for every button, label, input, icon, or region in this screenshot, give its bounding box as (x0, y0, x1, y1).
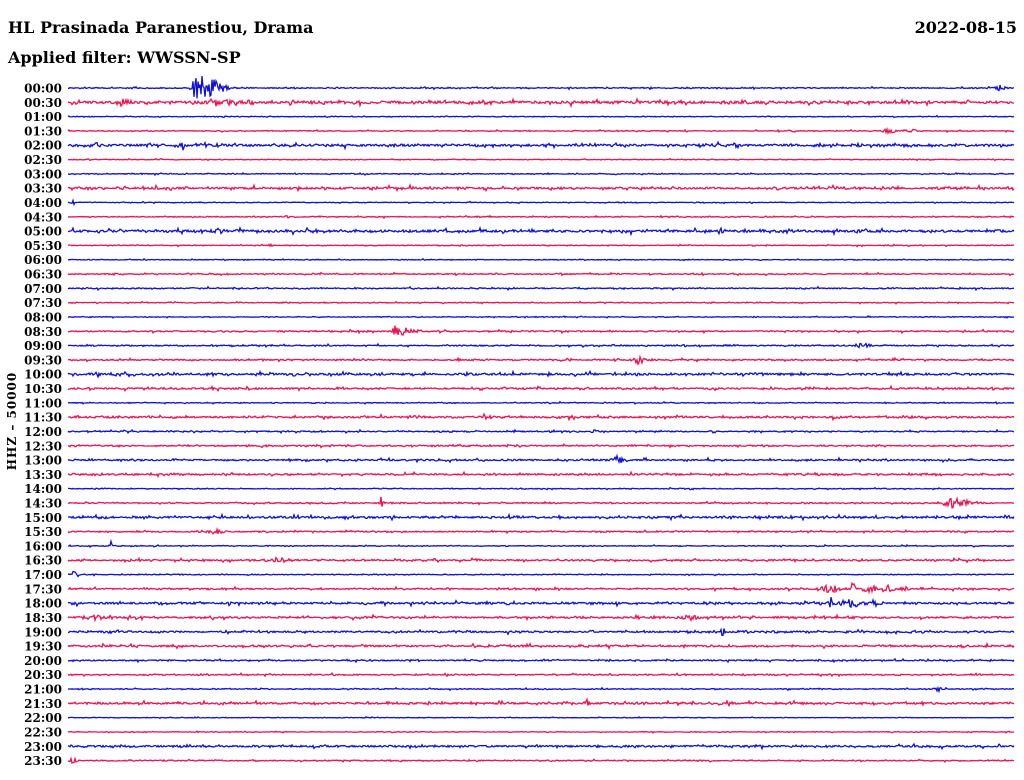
seismic-trace (68, 597, 1014, 607)
seismic-trace (68, 201, 1014, 205)
row-time-label: 00:30 (24, 95, 62, 110)
filter-label: Applied filter: WWSSN-SP (8, 48, 241, 67)
seismic-trace (68, 99, 1014, 106)
seismic-trace (68, 386, 1014, 391)
trace-row (24, 611, 1014, 625)
seismic-trace (68, 558, 1014, 563)
row-time-label: 12:30 (24, 439, 62, 454)
trace-row (24, 382, 1014, 396)
row-time-label: 20:00 (24, 653, 62, 668)
row-time-label: 01:00 (24, 110, 62, 125)
seismic-trace (68, 644, 1014, 649)
station-title: HL Prasinada Paranestiou, Drama (8, 18, 314, 37)
seismic-trace (68, 731, 1014, 733)
row-time-label: 12:00 (24, 424, 62, 439)
trace-row (24, 368, 1014, 382)
row-time-label: 06:00 (24, 253, 62, 268)
seismic-trace (68, 759, 1014, 763)
trace-row (24, 468, 1014, 482)
trace-row (24, 325, 1014, 339)
row-time-label: 15:30 (24, 525, 62, 540)
trace-row (24, 511, 1014, 525)
row-time-label: 22:00 (24, 711, 62, 726)
seismic-trace (68, 344, 1014, 348)
trace-row (24, 482, 1014, 496)
seismic-trace (68, 673, 1014, 676)
seismic-trace (68, 515, 1014, 520)
trace-row (24, 726, 1014, 740)
trace-row (24, 311, 1014, 325)
row-time-label: 09:30 (24, 353, 62, 368)
trace-row (24, 339, 1014, 353)
trace-row (24, 225, 1014, 239)
trace-row (24, 124, 1014, 138)
trace-row (24, 539, 1014, 553)
trace-row (24, 597, 1014, 611)
row-time-label: 11:00 (24, 396, 62, 411)
row-time-label: 04:30 (24, 210, 62, 225)
row-time-label: 03:00 (24, 167, 62, 182)
seismic-trace (68, 159, 1014, 161)
trace-row (24, 210, 1014, 224)
row-time-label: 14:00 (24, 482, 62, 497)
seismic-trace (68, 583, 1014, 592)
row-time-label: 10:00 (24, 367, 62, 382)
row-time-label: 16:00 (24, 539, 62, 554)
row-time-label: 05:30 (24, 238, 62, 253)
seismic-trace (68, 76, 1014, 98)
trace-row (24, 740, 1014, 754)
seismic-trace (68, 173, 1014, 175)
seismic-trace (68, 357, 1014, 364)
trace-row (24, 497, 1014, 511)
trace-row (24, 425, 1014, 439)
row-time-label: 22:30 (24, 725, 62, 740)
row-time-label: 05:00 (24, 224, 62, 239)
trace-row (24, 683, 1014, 697)
seismic-trace (68, 659, 1014, 662)
seismic-trace (68, 402, 1014, 404)
row-time-label: 17:30 (24, 582, 62, 597)
seismic-trace (68, 529, 1014, 533)
row-time-label: 19:00 (24, 625, 62, 640)
seismic-trace (68, 129, 1014, 133)
seismic-trace (68, 488, 1014, 490)
row-time-label: 23:00 (24, 739, 62, 754)
row-time-label: 01:30 (24, 124, 62, 139)
seismic-trace (68, 287, 1014, 290)
row-time-label: 02:00 (24, 138, 62, 153)
seismic-trace (68, 414, 1014, 420)
row-time-label: 11:30 (24, 410, 62, 425)
row-time-label: 13:30 (24, 467, 62, 482)
seismic-trace (68, 497, 1014, 508)
row-time-label: 18:00 (24, 596, 62, 611)
row-time-label: 06:30 (24, 267, 62, 282)
seismic-trace (68, 541, 1014, 547)
seismic-trace (68, 326, 1014, 335)
row-time-label: 17:00 (24, 568, 62, 582)
row-time-label: 08:30 (24, 324, 62, 339)
row-time-label: 00:00 (24, 81, 62, 96)
trace-row (24, 654, 1014, 668)
trace-row (24, 353, 1014, 367)
row-time-label: 03:30 (24, 181, 62, 196)
trace-row (24, 253, 1014, 267)
trace-row (24, 76, 1014, 98)
trace-row (24, 196, 1014, 210)
seismic-trace (68, 273, 1014, 276)
row-time-label: 13:00 (24, 453, 62, 468)
row-time-label: 08:00 (24, 310, 62, 325)
trace-row (24, 582, 1014, 596)
trace-row (24, 439, 1014, 453)
seismic-trace (68, 430, 1014, 433)
date-label: 2022-08-15 (914, 18, 1017, 37)
row-time-label: 23:30 (24, 754, 62, 769)
trace-row (24, 296, 1014, 310)
seismic-trace (68, 688, 1014, 692)
trace-row (24, 711, 1014, 725)
trace-row (24, 754, 1014, 768)
row-time-label: 04:00 (24, 196, 62, 210)
trace-row (24, 668, 1014, 682)
seismic-trace (68, 316, 1014, 318)
seismic-trace (68, 185, 1014, 190)
seismic-trace (68, 244, 1014, 246)
trace-row (24, 625, 1014, 639)
trace-row (24, 268, 1014, 282)
trace-row (24, 396, 1014, 410)
row-time-label: 15:00 (24, 510, 62, 525)
row-time-label: 10:30 (24, 382, 62, 396)
trace-row (24, 454, 1014, 468)
trace-row (24, 525, 1014, 539)
row-time-label: 07:30 (24, 296, 62, 311)
trace-row (24, 96, 1014, 110)
trace-row (24, 282, 1014, 296)
seismic-trace (68, 456, 1014, 463)
row-time-label: 21:00 (24, 682, 62, 697)
row-time-label: 16:30 (24, 553, 62, 568)
trace-row (24, 697, 1014, 711)
row-time-label: 02:30 (24, 153, 62, 168)
seismic-trace (68, 572, 1014, 577)
seismic-trace (68, 744, 1014, 749)
seismic-trace (68, 444, 1014, 447)
trace-row (24, 182, 1014, 196)
row-time-label: 14:30 (24, 496, 62, 511)
seismic-trace (68, 371, 1014, 376)
trace-row (24, 411, 1014, 425)
seismic-trace (68, 216, 1014, 218)
seismic-trace (68, 302, 1014, 304)
seismic-trace (68, 142, 1014, 150)
seismic-trace (68, 472, 1014, 476)
row-time-label: 07:00 (24, 281, 62, 296)
seismic-trace (68, 629, 1014, 636)
row-time-label: 19:30 (24, 639, 62, 654)
trace-row (24, 167, 1014, 181)
y-axis-label: HHZ – 50000 (5, 371, 19, 471)
seismic-trace (68, 615, 1014, 620)
seismic-trace (68, 259, 1014, 261)
trace-row (24, 640, 1014, 654)
trace-row (24, 110, 1014, 124)
seismic-trace (68, 699, 1014, 705)
trace-row (24, 568, 1014, 582)
trace-row (24, 139, 1014, 153)
seismic-trace (68, 717, 1014, 719)
seismic-trace (68, 116, 1014, 118)
row-time-label: 09:00 (24, 339, 62, 354)
row-time-label: 21:30 (24, 696, 62, 711)
trace-row (24, 153, 1014, 167)
row-time-label: 20:30 (24, 668, 62, 683)
trace-row (24, 239, 1014, 253)
trace-row (24, 554, 1014, 568)
row-time-label: 18:30 (24, 611, 62, 625)
seismic-trace (68, 228, 1014, 234)
